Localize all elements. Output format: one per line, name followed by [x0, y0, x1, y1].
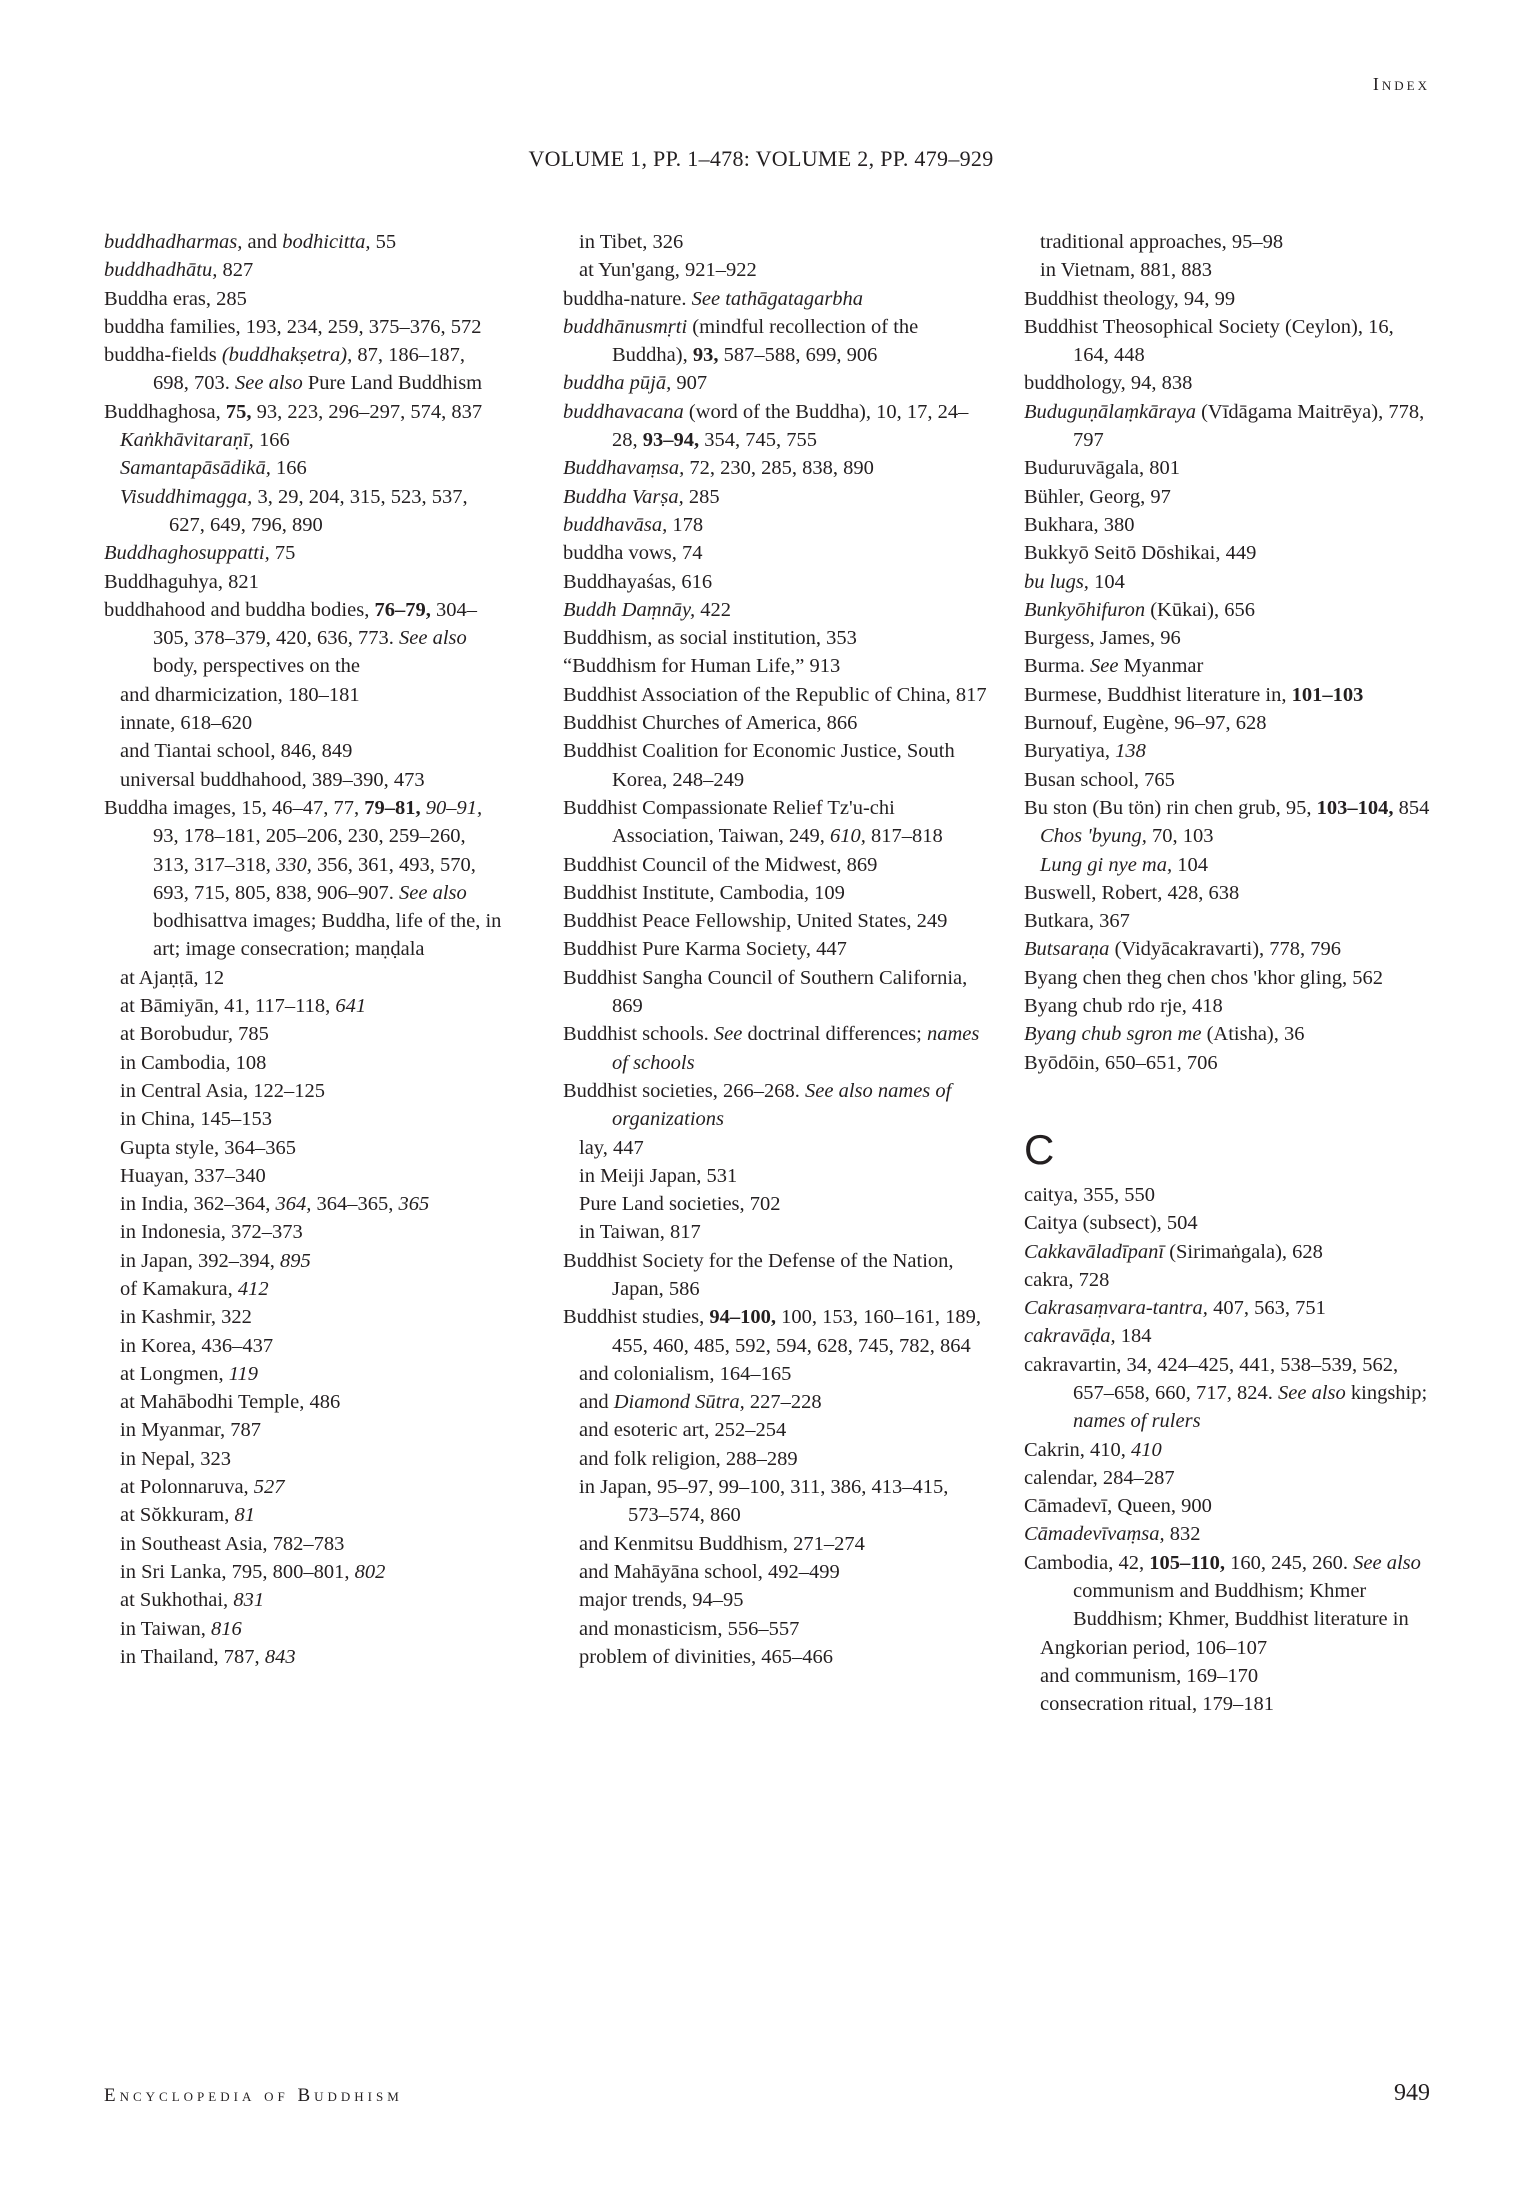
index-subentry: and communism, 169–170 — [1040, 1664, 1259, 1687]
index-subentry: and dharmicization, 180–181 — [120, 683, 360, 706]
index-entry: Caitya (subsect), 504 — [1024, 1212, 1198, 1235]
running-head: Index — [1372, 74, 1430, 94]
index-entry: Butkara, 367 — [1024, 910, 1130, 933]
index-subentry: in Thailand, 787, 843 — [120, 1645, 296, 1668]
index-entry: buddhahood and buddha bodies, 76–79, 304–305, 378–379, 420, 636, 773. See also body, perspectives on the — [104, 598, 477, 678]
index-subentry: Visuddhimagga, 3, 29, 204, 315, 523, 537, 627, 649, 796, 890 — [120, 485, 468, 536]
index-entry: Buryatiya, 138 — [1024, 740, 1146, 763]
index-entry: Buddhaguhya, 821 — [104, 570, 259, 593]
index-entry: Buddhayaśas, 616 — [563, 570, 713, 593]
index-entry: buddhavāsa, 178 — [563, 513, 704, 536]
index-subentry: Huayan, 337–340 — [120, 1164, 266, 1187]
index-entry: Bukhara, 380 — [1024, 513, 1135, 536]
index-entry: cakravāḍa, 184 — [1024, 1325, 1152, 1348]
index-entry: Buddhist Coalition for Economic Justice, South Korea, 248–249 — [563, 740, 955, 791]
index-subentry: at Borobudur, 785 — [120, 1023, 269, 1046]
index-entry: Buddhist Sangha Council of Southern California, 869 — [563, 966, 968, 1018]
index-entry: Buddha Varṣa, 285 — [563, 485, 720, 508]
index-entry: Buddhist Compassionate Relief Tz'u-chi Association, Taiwan, 249, 610, 817–818 — [563, 796, 943, 848]
index-subentry: at Mahābodhi Temple, 486 — [120, 1391, 341, 1414]
index-subentry: in Myanmar, 787 — [120, 1419, 261, 1442]
index-entry: Bühler, Georg, 97 — [1024, 485, 1171, 508]
index-subentry: and monasticism, 556–557 — [579, 1617, 800, 1640]
index-entry: Buddhist Pure Karma Society, 447 — [563, 938, 847, 961]
index-subentry: in India, 362–364, 364, 364–365, 365 — [120, 1193, 430, 1216]
index-entry: Buddhaghosuppatti, 75 — [104, 542, 296, 565]
index-subentry: in Japan, 392–394, 895 — [120, 1249, 311, 1272]
index-entry: cakra, 728 — [1024, 1268, 1110, 1291]
index-subentry: in Central Asia, 122–125 — [120, 1079, 325, 1102]
index-entry: bu lugs, 104 — [1024, 570, 1125, 593]
index-entry: Byang chen theg chen chos 'khor gling, 562 — [1024, 966, 1383, 989]
index-entry: buddha pūjā, 907 — [563, 372, 708, 395]
index-entry: Buddhist Council of the Midwest, 869 — [563, 853, 878, 876]
index-entry: Butsaraṇa (Vidyācakravarti), 778, 796 — [1024, 938, 1342, 961]
index-subentry: in Kashmir, 322 — [120, 1306, 252, 1329]
volume-page-range: VOLUME 1, PP. 1–478: VOLUME 2, PP. 479–929 — [528, 146, 994, 171]
index-subentry: in Southeast Asia, 782–783 — [120, 1532, 345, 1555]
index-column-1 — [104, 228, 504, 1671]
index-entry: Cāmadevīvaṃsa, 832 — [1024, 1523, 1201, 1546]
index-subentry: at Polonnaruva, 527 — [120, 1476, 285, 1499]
index-subentry: in Japan, 95–97, 99–100, 311, 386, 413–415, 573–574, 860 — [579, 1476, 949, 1527]
index-entry: Byōdōin, 650–651, 706 — [1024, 1051, 1218, 1074]
index-entry: Burma. See Myanmar — [1024, 655, 1204, 678]
index-entry: buddhadharmas, and bodhicitta, 55 — [104, 231, 397, 253]
index-entry: Buddhist Association of the Republic of China, 817 — [563, 683, 987, 706]
index-entry: Buddhist Churches of America, 866 — [563, 712, 858, 735]
index-subentry: at Yun'gang, 921–922 — [579, 259, 757, 282]
index-entry: Cakrasaṃvara-tantra, 407, 563, 751 — [1024, 1297, 1326, 1320]
index-subentry: in Tibet, 326 — [579, 231, 684, 253]
index-subentry: at Bāmiyān, 41, 117–118, 641 — [120, 995, 367, 1018]
page-number: 949 — [1394, 2080, 1430, 2106]
index-entry: Buddhaghosa, 75, 93, 223, 296–297, 574, 837 — [104, 400, 483, 423]
index-subentry: in Meiji Japan, 531 — [579, 1164, 738, 1187]
index-entry: buddhology, 94, 838 — [1024, 372, 1193, 395]
index-subentry: lay, 447 — [579, 1136, 644, 1159]
index-entry: Buddha eras, 285 — [104, 287, 247, 310]
index-entry: buddha-fields (buddhakṣetra), 87, 186–187, 698, 703. See also Pure Land Buddhism — [104, 344, 483, 395]
index-entry: Bukkyō Seitō Dōshikai, 449 — [1024, 542, 1257, 565]
index-subentry: Chos 'byung, 70, 103 — [1040, 825, 1214, 848]
index-subentry: and colonialism, 164–165 — [579, 1362, 792, 1385]
index-subentry: universal buddhahood, 389–390, 473 — [120, 768, 425, 791]
index-subentry: in Sri Lanka, 795, 800–801, 802 — [120, 1560, 386, 1583]
index-entry: Cambodia, 42, 105–110, 160, 245, 260. See also communism and Buddhism; Khmer Buddhism; Khmer, Buddhist literature in — [1024, 1551, 1421, 1631]
index-entry: caitya, 355, 550 — [1024, 1183, 1155, 1206]
index-entry: Buddhist studies, 94–100, 100, 153, 160–161, 189, 455, 460, 485, 592, 594, 628, 745, 782, 864 — [563, 1306, 981, 1357]
index-entry: buddhānusmṛti (mindful recollection of the Buddha), 93, 587–588, 699, 906 — [563, 315, 919, 367]
index-subentry: and folk religion, 288–289 — [579, 1447, 798, 1470]
index-entry: buddha-nature. See tathāgatagarbha — [563, 287, 864, 310]
index-subentry: problem of divinities, 465–466 — [579, 1645, 833, 1668]
index-subentry: Pure Land societies, 702 — [579, 1193, 781, 1216]
index-subentry: in Vietnam, 881, 883 — [1040, 259, 1213, 282]
index-subentry: in Indonesia, 372–373 — [120, 1221, 303, 1244]
index-entry: Cāmadevī, Queen, 900 — [1024, 1495, 1212, 1518]
index-column-2 — [563, 228, 988, 1671]
index-subentry: innate, 618–620 — [120, 712, 253, 735]
index-entry: Cakkavāladīpanī (Sirimaṅgala), 628 — [1024, 1240, 1323, 1263]
index-subentry: and esoteric art, 252–254 — [579, 1419, 787, 1442]
index-entry: Buddhist societies, 266–268. See also names of organizations — [563, 1079, 952, 1131]
index-entry: Busan school, 765 — [1024, 768, 1175, 791]
index-subentry: at Ajaṇṭā, 12 — [120, 966, 225, 989]
index-subentry: Kaṅkhāvitaraṇī, 166 — [120, 429, 290, 452]
index-subentry: major trends, 94–95 — [579, 1589, 744, 1612]
index-subentry: Gupta style, 364–365 — [120, 1136, 296, 1159]
index-entry: Buddhist Peace Fellowship, United States, 249 — [563, 910, 948, 933]
index-entry: Buddhism, as social institution, 353 — [563, 627, 857, 650]
section-letter: C — [1024, 1125, 1055, 1173]
index-subentry: of Kamakura, 412 — [120, 1277, 269, 1300]
index-entry: Burgess, James, 96 — [1024, 627, 1181, 650]
index-entry: Buddhist Institute, Cambodia, 109 — [563, 881, 845, 904]
index-entry: buddhavacana (word of the Buddha), 10, 17, 24–28, 93–94, 354, 745, 755 — [563, 400, 969, 452]
index-subentry: and Mahāyāna school, 492–499 — [579, 1560, 840, 1583]
index-subentry: Samantapāsādikā, 166 — [120, 457, 307, 480]
index-subentry: at Sŏkkuram, 81 — [120, 1504, 255, 1527]
index-entry: Byang chub rdo rje, 418 — [1024, 995, 1223, 1018]
index-subentry: Angkorian period, 106–107 — [1040, 1636, 1268, 1659]
index-entry: Buddh Daṃnāy, 422 — [563, 598, 731, 621]
index-entry: Buswell, Robert, 428, 638 — [1024, 881, 1240, 904]
index-entry: Buddhist Theosophical Society (Ceylon), 16, 164, 448 — [1024, 315, 1394, 367]
index-entry: calendar, 284–287 — [1024, 1466, 1175, 1489]
index-subentry: and Kenmitsu Buddhism, 271–274 — [579, 1532, 865, 1555]
index-entry: Buddhist schools. See doctrinal differences; names of schools — [563, 1023, 980, 1074]
index-entry: Burnouf, Eugène, 96–97, 628 — [1024, 712, 1267, 735]
index-subentry: Lung gi nye ma, 104 — [1040, 853, 1208, 876]
footer-title: Encyclopedia of Buddhism — [104, 2085, 403, 2106]
index-entry: Burmese, Buddhist literature in, 101–103 — [1024, 683, 1364, 706]
index-subentry: in Nepal, 323 — [120, 1447, 232, 1470]
index-entry: Buddhist Society for the Defense of the Nation, Japan, 586 — [563, 1249, 954, 1300]
index-entry: Bunkyōhifuron (Kūkai), 656 — [1024, 598, 1255, 621]
index-subentry: traditional approaches, 95–98 — [1040, 231, 1284, 253]
index-entry: Buduguṇālaṃkāraya (Vīdāgama Maitrēya), 778, 797 — [1024, 400, 1425, 452]
index-entry: “Buddhism for Human Life,” 913 — [563, 655, 841, 678]
index-column-3 — [1024, 228, 1434, 1719]
index-entry: buddhadhātu, 827 — [104, 259, 254, 282]
index-subentry: in Cambodia, 108 — [120, 1051, 267, 1074]
index-subentry: in Korea, 436–437 — [120, 1334, 274, 1357]
index-subentry: consecration ritual, 179–181 — [1040, 1693, 1274, 1716]
index-subentry: at Longmen, 119 — [120, 1362, 258, 1385]
index-entry: Buddhavaṃsa, 72, 230, 285, 838, 890 — [563, 457, 874, 480]
index-entry: buddha vows, 74 — [563, 542, 703, 565]
index-entry: Buddhist theology, 94, 99 — [1024, 287, 1236, 310]
index-entry: Cakrin, 410, 410 — [1024, 1438, 1162, 1461]
index-entry: buddha families, 193, 234, 259, 375–376, 572 — [104, 315, 482, 338]
index-entry: cakravartin, 34, 424–425, 441, 538–539, 562, 657–658, 660, 717, 824. See also kingship; names of rulers — [1024, 1353, 1428, 1433]
index-subentry: in China, 145–153 — [120, 1108, 273, 1131]
index-subentry: in Taiwan, 817 — [579, 1221, 701, 1244]
index-subentry: in Taiwan, 816 — [120, 1617, 242, 1640]
index-entry: Bu ston (Bu tön) rin chen grub, 95, 103–104, 854 — [1024, 796, 1430, 819]
index-subentry: and Diamond Sūtra, 227–228 — [579, 1391, 822, 1414]
index-entry: Buddha images, 15, 46–47, 77, 79–81, 90–91, 93, 178–181, 205–206, 230, 259–260, 313, 317–318, 330, 356, 361, 493, 570, 693, 715, 805, 838, 906–907. See also bodhisattva images; Buddha, life of the, in art; image consecration; maṇḍala — [104, 796, 502, 961]
index-subentry: and Tiantai school, 846, 849 — [120, 740, 353, 763]
index-entry: Byang chub sgron me (Atisha), 36 — [1024, 1023, 1305, 1046]
index-subentry: at Sukhothai, 831 — [120, 1589, 265, 1612]
index-entry: Buduruvāgala, 801 — [1024, 457, 1180, 480]
